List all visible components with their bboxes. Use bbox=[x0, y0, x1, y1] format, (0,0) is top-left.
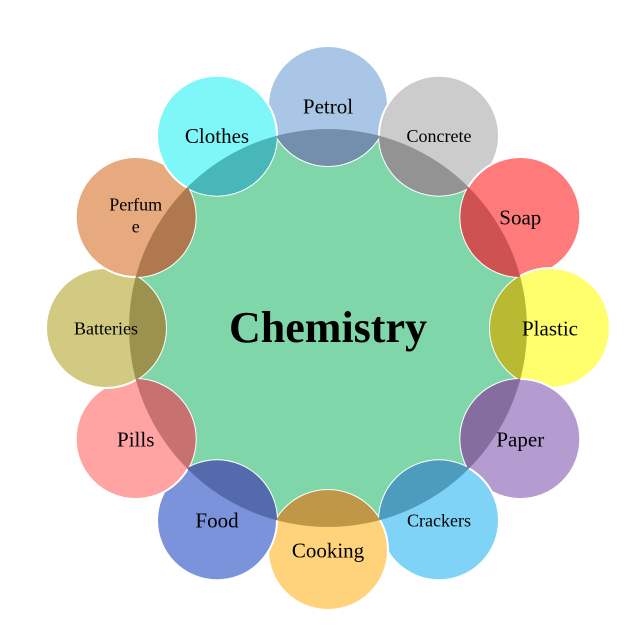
item-label-paper: Paper bbox=[496, 427, 545, 452]
item-label-food: Food bbox=[195, 508, 239, 533]
item-label-batteries: Batteries bbox=[74, 318, 138, 339]
item-label-crackers: Crackers bbox=[407, 510, 471, 531]
item-label-plastic: Plastic bbox=[522, 316, 578, 341]
item-label-clothes: Clothes bbox=[184, 124, 250, 149]
item-label-petrol: Petrol bbox=[302, 94, 354, 119]
item-label-pills: Pills bbox=[117, 427, 155, 452]
center-label: Chemistry bbox=[229, 303, 427, 352]
item-label-soap: Soap bbox=[499, 205, 542, 230]
item-label-cooking: Cooking bbox=[291, 538, 365, 563]
item-label-concrete: Concrete bbox=[406, 126, 472, 146]
item-label-perfum-e: Perfum e bbox=[109, 194, 163, 237]
